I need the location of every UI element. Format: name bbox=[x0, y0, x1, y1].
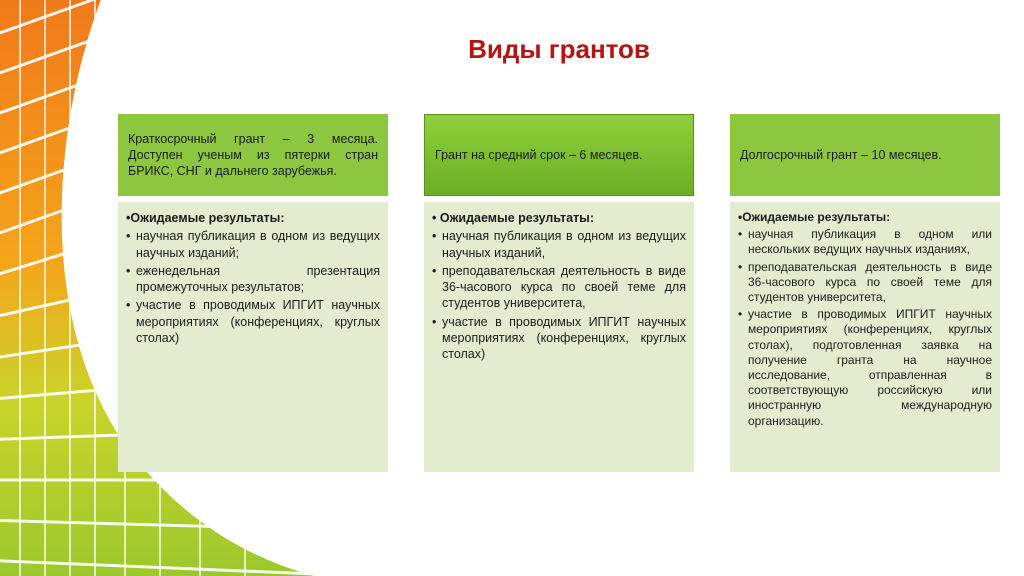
medium-term-grant-body bbox=[424, 202, 694, 472]
short-term-grant-header-text: Краткосрочный грант – 3 месяца. Доступен ученым из пятерки стран БРИКС, СНГ и дальнего зарубежья. bbox=[128, 132, 378, 178]
medium-term-grant-card bbox=[424, 114, 694, 472]
long-term-grant-header-text: Долгосрочный грант – 10 месяцев. bbox=[740, 148, 942, 162]
list-item: • участие в проводимых ИПГИТ научных мероприятиях (конференциях, круглых столах), подготовленная заявка на получение гранта на научное исследование, отправленная в соответствующую российскую или иностранную международную организацию. bbox=[738, 307, 992, 429]
long-term-grant-header bbox=[730, 114, 1000, 196]
list-item: • научная публикация в одном из ведущих научных изданий, bbox=[432, 228, 686, 261]
list-item: • участие в проводимых ИПГИТ научных мероприятиях (конференциях, круглых столах) bbox=[432, 314, 686, 363]
results-label: •Ожидаемые результаты: bbox=[126, 211, 285, 225]
results-label: •Ожидаемые результаты: bbox=[738, 210, 891, 224]
short-term-grant-header bbox=[118, 114, 388, 196]
long-term-grant-card bbox=[730, 114, 1000, 472]
page-title: Виды грантов bbox=[468, 34, 650, 64]
list-item: • научная публикация в одном или нескольких ведущих научных изданиях, bbox=[738, 227, 992, 257]
short-term-grant-card bbox=[118, 114, 388, 472]
long-term-grant-body bbox=[730, 202, 1000, 472]
list-item: • преподавательская деятельность в виде 36-часового курса по своей теме для студентов университета, bbox=[738, 260, 992, 306]
results-label: • Ожидаемые результаты: bbox=[432, 211, 594, 225]
medium-term-grant-header bbox=[424, 114, 694, 196]
medium-term-grant-header-text: Грант на средний срок – 6 месяцев. bbox=[435, 148, 643, 162]
list-item: • преподавательская деятельность в виде 36-часового курса по своей теме для студентов университета, bbox=[432, 263, 686, 312]
list-item: • научная публикация в одном из ведущих научных изданий; bbox=[126, 228, 380, 261]
list-item: • участие в проводимых ИПГИТ научных мероприятиях (конференциях, круглых столах) bbox=[126, 297, 380, 346]
list-item: • еженедельная презентация промежуточных результатов; bbox=[126, 263, 380, 296]
short-term-grant-body bbox=[118, 202, 388, 472]
